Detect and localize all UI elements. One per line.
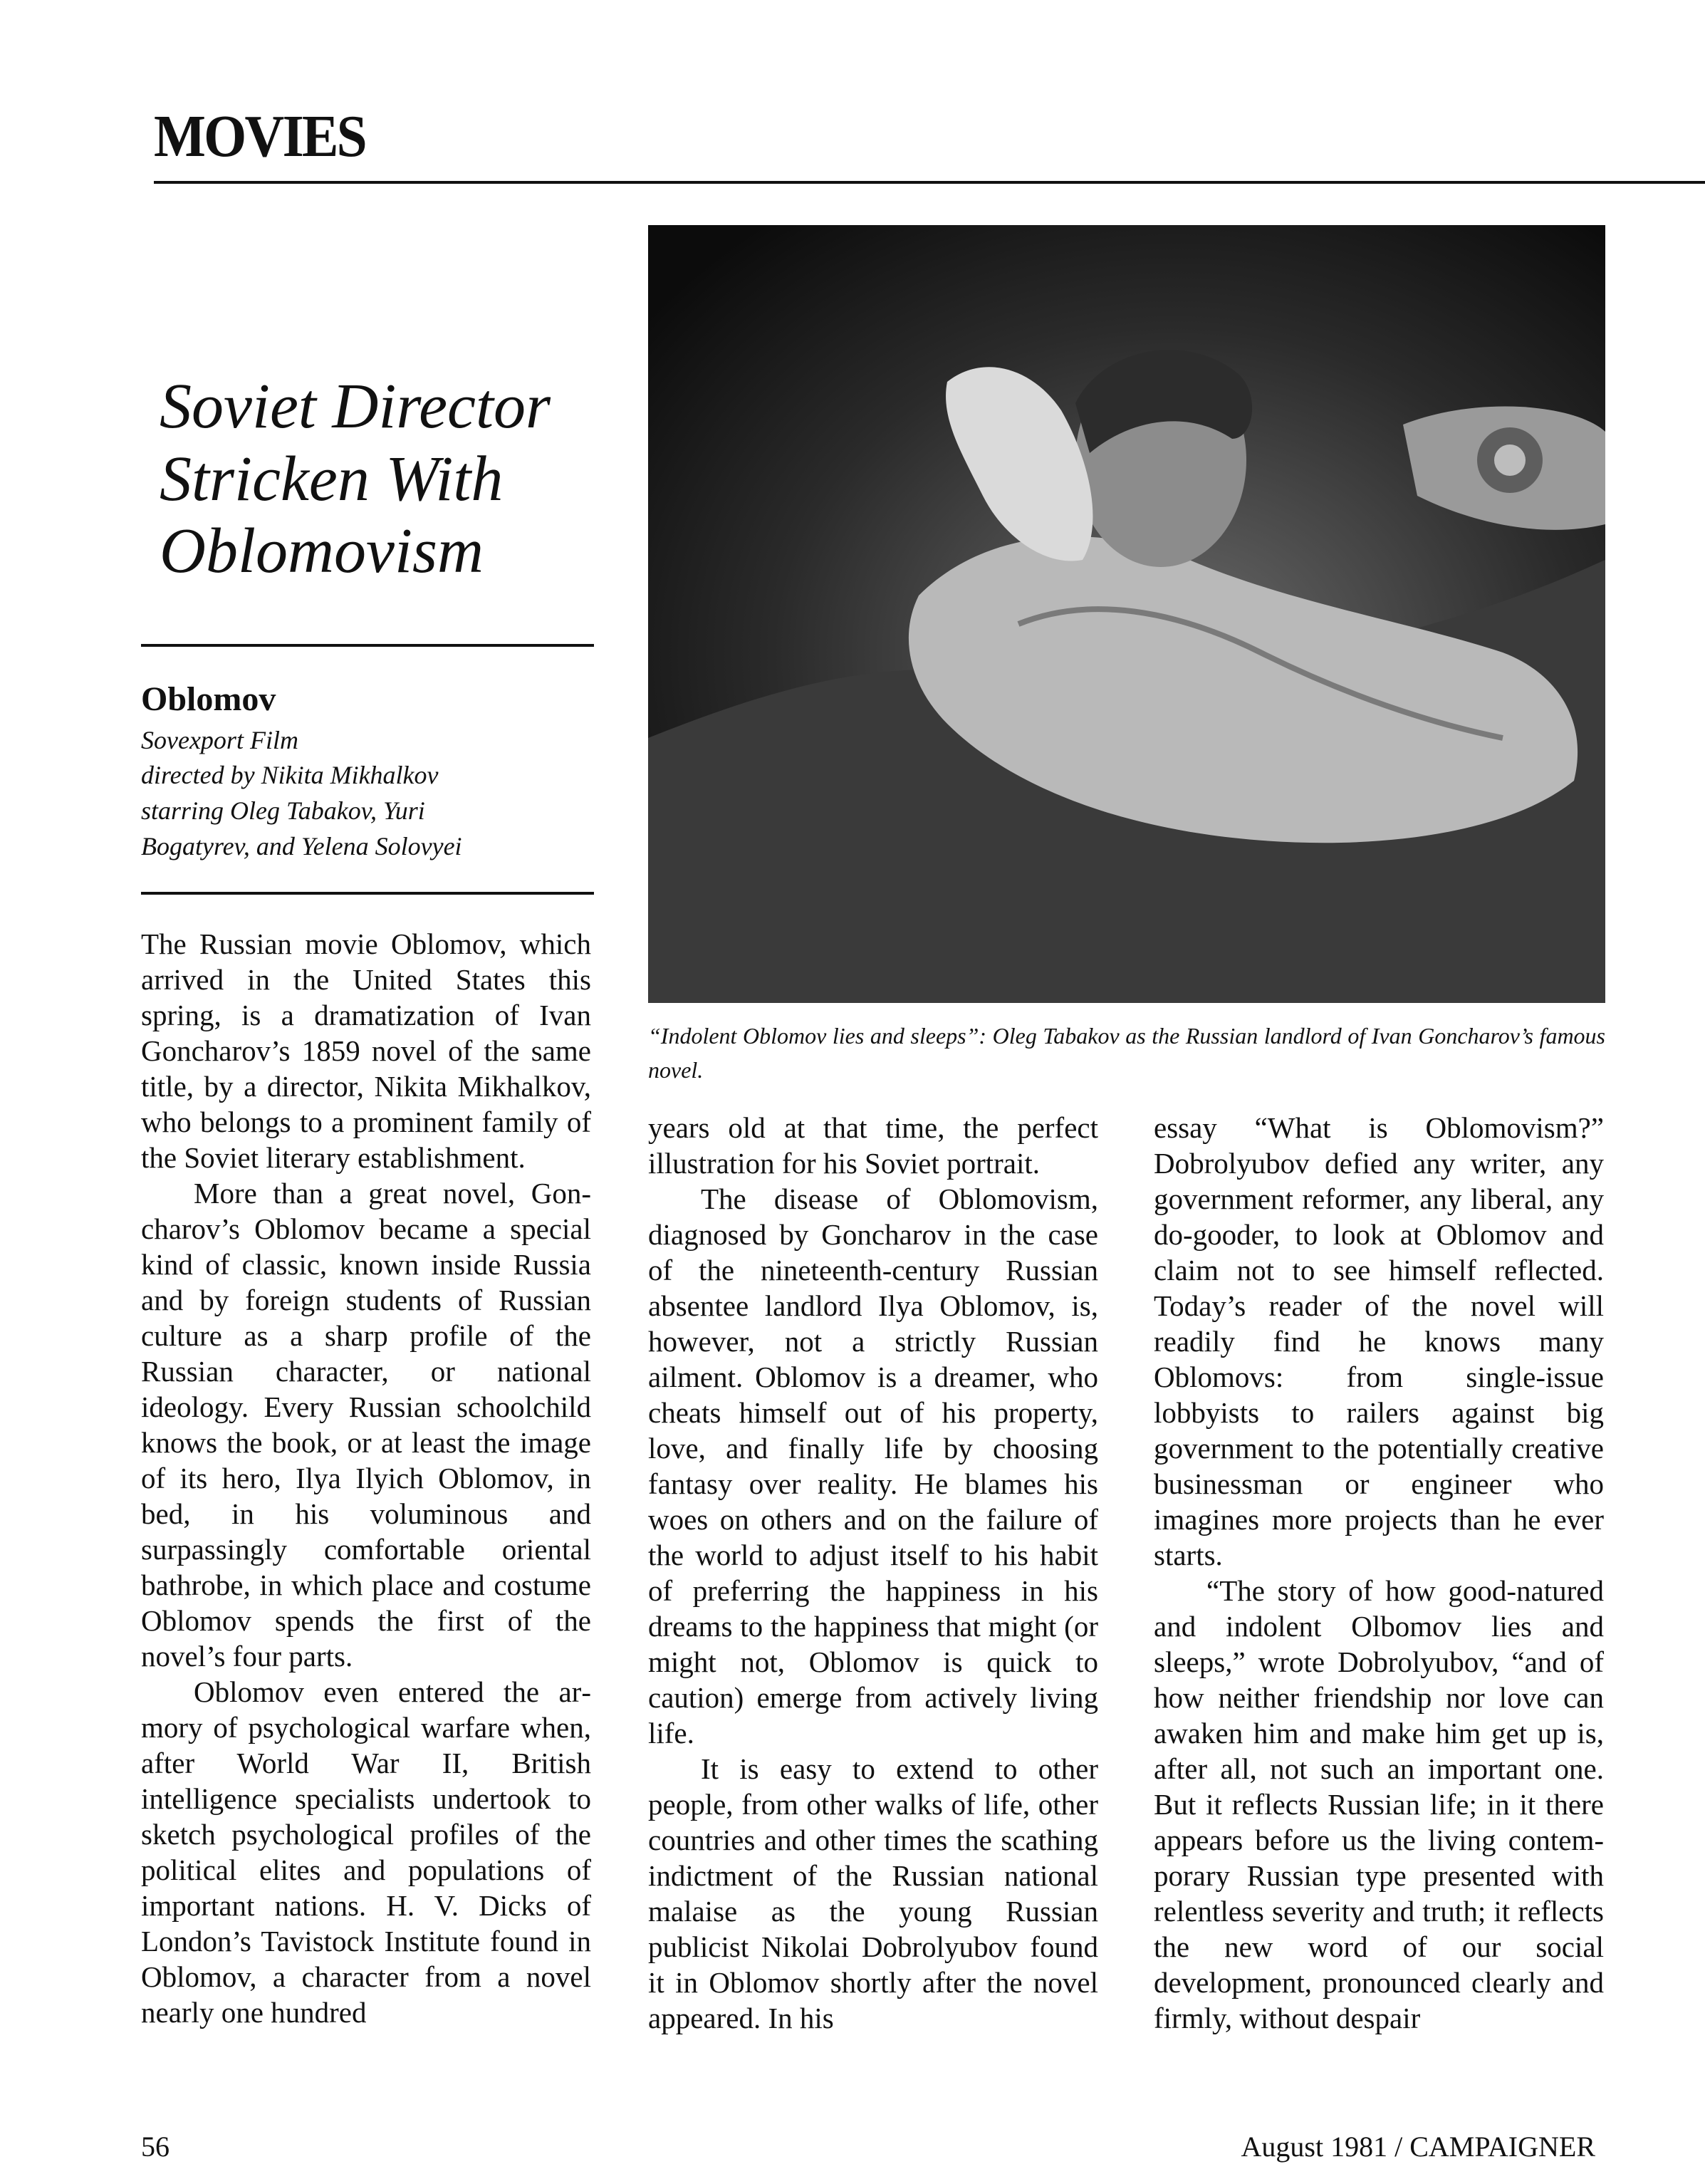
headline-line-1: Soviet Director <box>160 371 551 442</box>
credit-line-cast: starring Oleg Tabakov, Yuri <box>141 796 425 826</box>
credit-line-studio: Sovexport Film <box>141 725 298 754</box>
article-column-3 <box>1154 1110 1604 2036</box>
paragraph: The disease of Oblomovism, diagnosed by Goncharov in the case of the nineteenth-century Russian absentee landlord Ilya Oblomov, is, however, not a strictly Russian ailment. Oblomov is a dreamer, who cheats himself out of his property, love, and finally life by choosing fantasy over reality. He blames his woes on others and on the failure of the world to adjust itself to his habit of preferring the happiness in his dreams to the happiness that might (or might not, Oblomov is quick to caution) emerge from actively living life. <box>648 1182 1098 1749</box>
article-headline <box>160 370 615 588</box>
film-credits <box>141 681 597 864</box>
article-column-1 <box>141 926 591 2030</box>
film-still-photo <box>648 225 1605 1003</box>
credit-line-cast-cont: Bogatyrev, and Yelena Solovyei <box>141 831 462 860</box>
page-number: 56 <box>141 2131 170 2163</box>
headline-line-2: Stricken With <box>160 443 504 514</box>
film-still-photo-illustration <box>648 225 1605 1003</box>
headline-line-3: Oblomovism <box>160 516 484 587</box>
section-label: MOVIES <box>154 103 365 170</box>
paragraph: Oblomov even entered the armory of psychological warfare when, after World War II, British intelligence specialists undertook to sketch psychological profiles of the political elites and populations of important nations. H. V. Dicks of London’s Tavistock Institute found in Oblomov, a character from a novel nearly one hundred <box>141 1675 591 2029</box>
paragraph: years old at that time, the perfect illustration for his Soviet portrait. <box>648 1111 1098 1180</box>
credit-line-director: directed by Nikita Mikhalkov <box>141 761 439 790</box>
section-rule <box>154 181 1705 184</box>
issue-line: August 1981 / CAMPAIGNER <box>1241 2131 1595 2163</box>
credits-top-rule <box>141 644 594 647</box>
paragraph: It is easy to extend to other people, from other walks of life, other countries and other times the scathing indictment of the Russian national malaise as the young Russian publicist Nikolai Dobrolyubov found it in Oblomov shortly after the novel appeared. In his <box>648 1752 1098 2034</box>
photo-caption: “Indolent Oblomov lies and sleeps”: Oleg Tabakov as the Russian landlord of Ivan Goncharov’s famous novel. <box>648 1023 1605 1083</box>
film-title: Oblomov <box>141 680 276 718</box>
credits-bottom-rule <box>141 892 594 895</box>
paragraph: essay “What is Oblomovism?” Dobrolyubov defied any writer, any government reformer, any liberal, any do-gooder, to look at Oblomov and claim not to see himself reflected. Today’s reader of the novel will readily find he knows many Oblomovs: from single-issue lobbyists to railers against big government to the potentially creative businessman or engineer who imagines more projects than he ever starts. <box>1154 1111 1604 1571</box>
paragraph: “The story of how good-natured and indolent Olbomov lies and sleeps,” wrote Dobrolyubov, “and of how neither friendship nor love can awaken him and make him get up is, after all, not such an important one. But it reflects Russian life; in it there appears before us the living contemporary Russian type presented with relentless severity and truth; it reflects the new word of our social development, pronounced clearly and firmly, without despair <box>1154 1574 1604 2034</box>
article-column-2 <box>648 1110 1098 2036</box>
paragraph: More than a great novel, Goncharov’s Oblomov became a special kind of classic, known inside Russia and by foreign students of Russian culture as a sharp profile of the Russian character, or national ideology. Every Russian schoolchild knows the book, or at least the image of its hero, Ilya Ilyich Oblomov, in bed, in his voluminous and surpassingly comfortable oriental bathrobe, in which place and costume Oblomov spends the first of the novel’s four parts. <box>141 1177 591 1673</box>
paragraph: The Russian movie Oblomov, which arrived in the United States this spring, is a dramatization of Ivan Goncharov’s 1859 novel of the same title, by a director, Nikita Mikhalkov, who belongs to a prominent family of the Soviet literary establishment. <box>141 927 591 1174</box>
